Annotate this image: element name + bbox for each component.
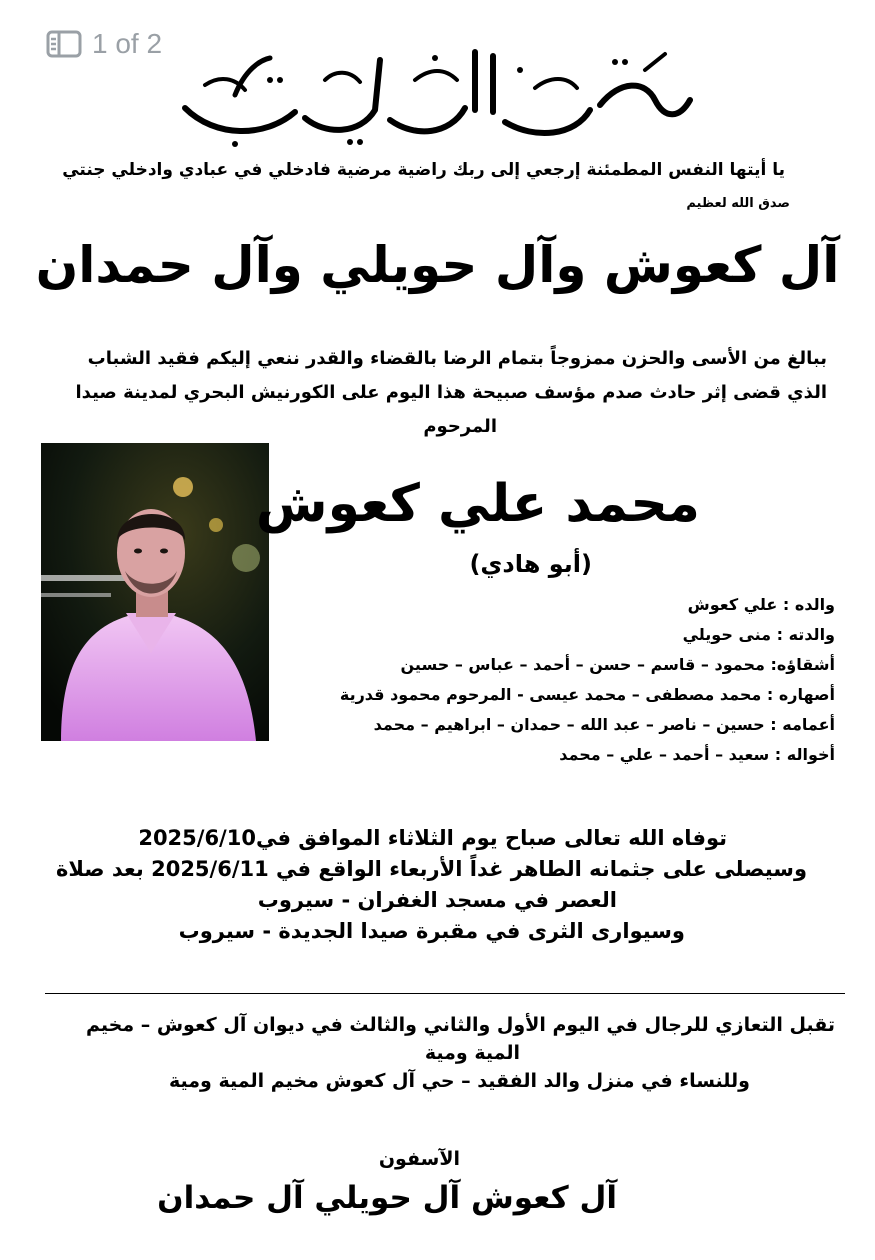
deceased-photo [41, 443, 269, 741]
intro-line-2: الذي قضى إثر حادث صدم مؤسف صبيحة هذا اليوم على الكورنيش البحري لمدينة صيدا [75, 382, 827, 403]
funeral-line-1: توفاه الله تعالى صباح يوم الثلاثاء الموافق في2025/6/10 [138, 826, 727, 850]
intro-line-1: ببالغ من الأسى والحزن ممزوجاً بتمام الرضا بالقضاء والقدر ننعي إليكم فقيد الشباب [87, 348, 827, 369]
mourners-label: الآسفون [378, 1148, 460, 1170]
page-indicator-text: 1 of 2 [92, 28, 163, 59]
verse-attribution: صدق الله لعظيم [686, 196, 790, 211]
relative-mother: والدته : منى حويلي [682, 625, 835, 644]
funeral-details [56, 823, 807, 947]
intro-paragraph [76, 342, 827, 444]
funeral-line-4: وسيوارى الثرى في مقبرة صيدا الجديدة - سيروب [178, 919, 685, 943]
mourners-names: آل كعوش آل حويلي آل حمدان [157, 1180, 617, 1216]
page-indicator[interactable] [46, 28, 162, 60]
deceased-name: محمد علي كعوش [255, 474, 700, 534]
condolence-line-1: تقبل التعازي للرجال في اليوم الأول والثاني والثالث في ديوان آل كعوش – مخيم [85, 1014, 835, 1036]
deceased-nickname: (أبو هادي) [469, 550, 592, 578]
funeral-line-3: العصر في مسجد الغفران - سيروب [257, 888, 617, 912]
condolence-line-3: وللنساء في منزل والد الفقيد – حي آل كعوش مخيم المية ومية [169, 1070, 750, 1092]
divider [45, 993, 845, 994]
relative-uncles-maternal: أخواله : سعيد – أحمد – علي – محمد [559, 745, 835, 764]
relative-uncles-paternal: أعمامه : حسين – ناصر – عبد الله – حمدان – ابراهيم – محمد [373, 715, 835, 734]
relative-brothers: أشقاؤه: محمود – قاسم – حسن – أحمد – عباس – حسين [400, 655, 835, 674]
families-title: آل كعوش وآل حويلي وآل حمدان [35, 236, 840, 294]
condolence-details [86, 1011, 835, 1095]
page-list-icon [46, 30, 82, 58]
condolence-line-2: المية ومية [424, 1042, 520, 1064]
calligraphy-heading [175, 40, 700, 150]
relatives-list [340, 590, 835, 770]
funeral-line-2: وسيصلى على جثمانه الطاهر غداً الأربعاء الواقع في 2025/6/11 بعد صلاة [55, 857, 807, 881]
relative-father: والده : علي كعوش [687, 595, 835, 614]
relative-in-laws: أصهاره : محمد مصطفى – محمد عيسى - المرحوم محمود قدرية [339, 685, 835, 704]
intro-line-3: المرحوم [423, 416, 497, 437]
quran-verse: يا أيتها النفس المطمئنة إرجعي إلى ربك راضية مرضية فادخلي في عبادي وادخلي جنتي [62, 160, 785, 180]
